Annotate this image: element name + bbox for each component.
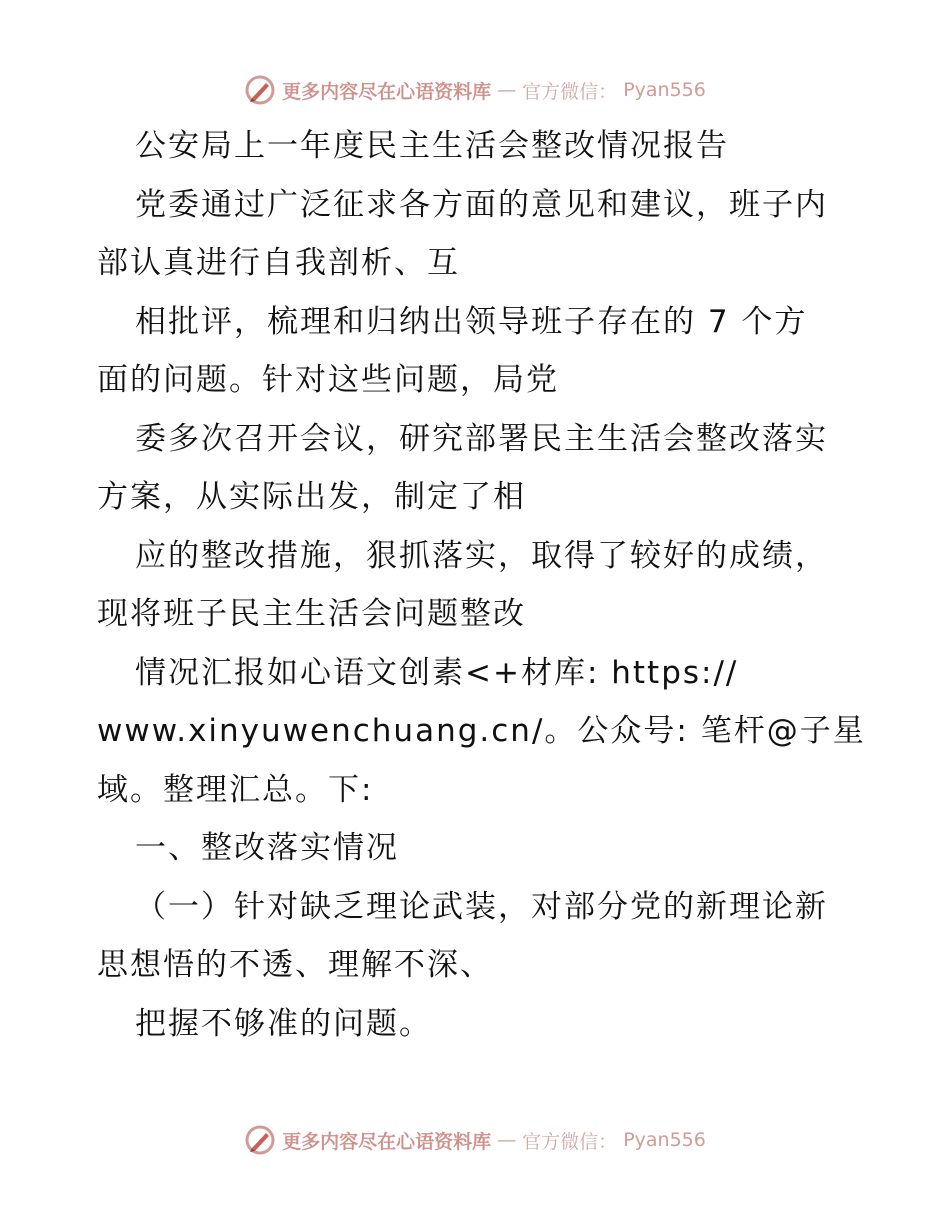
paragraph-line: 把握不够准的问题。 <box>135 1006 432 1042</box>
watermark-label: 官方微信： <box>522 80 618 103</box>
watermark-header <box>0 70 950 110</box>
watermark-footer <box>0 1120 950 1160</box>
paragraph-line: 党委通过广泛征求各方面的意见和建议，班子内 <box>135 187 828 223</box>
paragraph-line: 相批评，梳理和归纳出领导班子存在的 7 个方 <box>135 304 808 340</box>
pen-logo-icon <box>244 1124 276 1156</box>
paragraph-line: 委多次召开会议，研究部署民主生活会整改落实 <box>135 421 828 457</box>
watermark-brand: 更多内容尽在心语资料库 <box>282 1130 492 1153</box>
watermark-brand: 更多内容尽在心语资料库 <box>282 80 492 103</box>
watermark-dash: — <box>497 79 517 101</box>
watermark-id: Pyan556 <box>623 1129 706 1151</box>
paragraph-line: 方案，从实际出发，制定了相 <box>97 479 526 515</box>
watermark-label: 官方微信： <box>522 1130 618 1153</box>
paragraph-line: 情况汇报如心语文创素<+材库: https:// <box>135 655 739 691</box>
paragraph-line: （一）针对缺乏理论武装，对部分党的新理论新 <box>135 889 828 925</box>
paragraph-line: www.xinyuwenchuang.cn/。公众号: 笔杆@子星 <box>97 713 866 749</box>
watermark-id: Pyan556 <box>623 79 706 101</box>
watermark-dash: — <box>497 1129 517 1151</box>
pen-logo-icon <box>244 74 276 106</box>
paragraph-line: 面的问题。针对这些问题，局党 <box>97 362 559 398</box>
paragraph-line: 现将班子民主生活会问题整改 <box>97 596 526 632</box>
paragraph-line: 思想悟的不透、理解不深、 <box>97 947 493 983</box>
paragraph-line: 域。整理汇总。下: <box>97 772 374 808</box>
paragraph-line: 应的整改措施，狠抓落实，取得了较好的成绩， <box>135 538 828 574</box>
paragraph-line: 部认真进行自我剖析、互 <box>97 245 460 281</box>
section-heading: 一、整改落实情况 <box>135 830 399 866</box>
document-title: 公安局上一年度民主生活会整改情况报告 <box>135 128 729 164</box>
